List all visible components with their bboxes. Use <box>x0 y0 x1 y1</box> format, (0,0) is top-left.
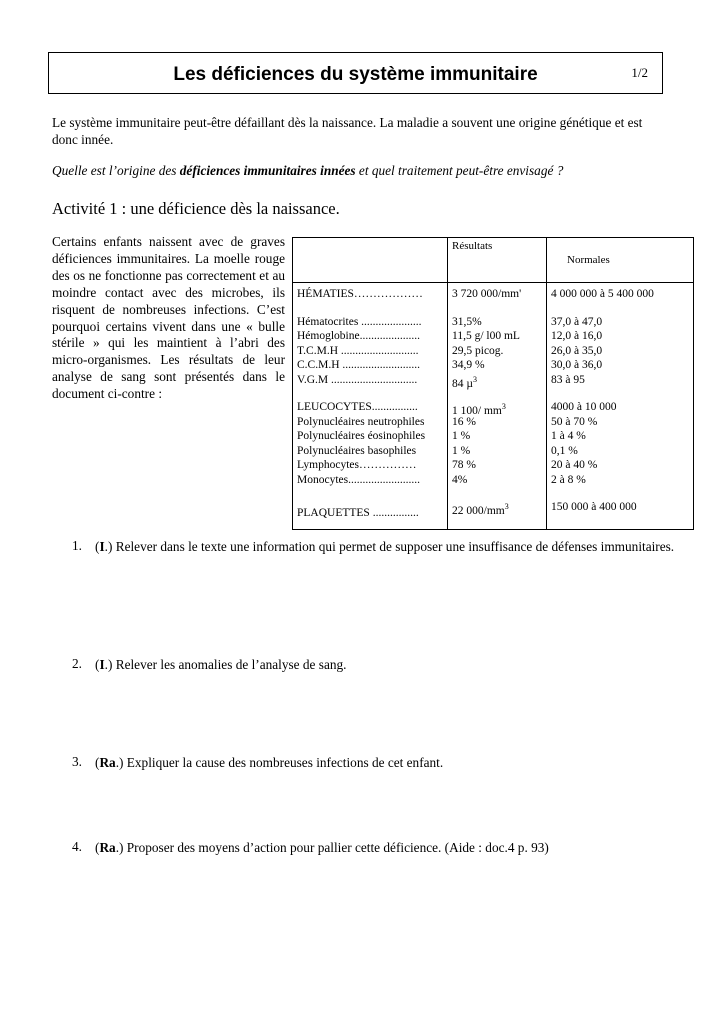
table-result-cell: 3 720 000/mm' <box>452 288 522 300</box>
superscript: 3 <box>473 374 478 384</box>
table-normal-cell: 20 à 40 % <box>551 459 598 471</box>
labels-column <box>293 283 448 530</box>
task-number: 3. <box>72 754 82 769</box>
task-bracket-close: .) <box>104 539 116 554</box>
table-normal-cell: 12,0 à 16,0 <box>551 330 603 342</box>
question-part-2: et quel traitement peut-être envisagé ? <box>355 163 564 178</box>
question-part-1: Quelle est l’origine des <box>52 163 180 178</box>
task-number: 2. <box>72 656 82 671</box>
table-label-cell: LEUCOCYTES................ <box>297 401 418 413</box>
table-label-cell: Lymphocytes…………… <box>297 459 417 471</box>
table-label-cell: PLAQUETTES ................ <box>297 507 419 519</box>
row-spacer <box>452 302 542 315</box>
task-skill-tag: Ra <box>99 755 116 770</box>
table-normal-cell: 30,0 à 36,0 <box>551 359 603 371</box>
question-bold: déficiences immunitaires innées <box>179 163 356 178</box>
task-skill-tag: I <box>99 657 105 672</box>
table-label-cell: Hémoglobine..................... <box>297 330 420 342</box>
table-data-row <box>293 283 694 530</box>
title-box <box>48 52 663 94</box>
table-normal-cell: 2 à 8 % <box>551 473 586 486</box>
row-spacer <box>297 302 443 315</box>
table-label-cell: Polynucléaires basophiles <box>297 444 417 457</box>
table-header-row <box>293 238 694 283</box>
table-result-cell: 11,5 g/ l00 mL <box>452 330 520 342</box>
row-spacer <box>551 302 689 315</box>
task-skill-tag: I <box>99 539 105 554</box>
task-bracket-open: ( <box>95 840 100 855</box>
task-text <box>95 538 675 555</box>
page-title: Les déficiences du système immunitaire <box>173 64 538 85</box>
task-text <box>95 839 675 856</box>
table-normal-cell: 26,0 à 35,0 <box>551 344 603 357</box>
table-normal-cell: 50 à 70 % <box>551 415 598 428</box>
table-result-cell: 1 % <box>452 444 471 457</box>
table-header-empty <box>293 238 448 283</box>
superscript: 3 <box>501 402 506 411</box>
task-instruction: Relever les anomalies de l’analyse de sang. <box>115 657 347 672</box>
table-normal-cell: 37,0 à 47,0 <box>551 315 603 328</box>
table-label-cell: HÉMATIES……………… <box>297 288 423 300</box>
table-result-cell: 16 % <box>452 415 476 428</box>
row-spacer <box>551 387 689 400</box>
table-label-cell: Polynucléaires éosinophiles <box>297 430 426 442</box>
normals-column <box>547 283 694 530</box>
row-spacer <box>297 387 443 400</box>
task-bracket-open: ( <box>95 657 100 672</box>
table-normal-cell: 1 à 4 % <box>551 430 586 442</box>
task-bracket-close: .) <box>104 657 116 672</box>
task-instruction: Expliquer la cause des nombreuses infections de cet enfant. <box>126 755 444 770</box>
task-number: 1. <box>72 538 82 553</box>
table-label-cell: V.G.M .............................. <box>297 373 418 386</box>
row-spacer <box>452 487 542 500</box>
table-result-cell: 22 $000/mm^3$ <box>452 502 509 517</box>
row-spacer <box>297 487 443 500</box>
task-skill-tag: Ra <box>99 840 116 855</box>
table-label-cell: C.C.M.H ........................... <box>297 359 420 371</box>
task-bracket-open: ( <box>95 755 100 770</box>
task-instruction: Relever dans le texte une information qui permet de supposer une insuffisance de défenses immunitaires. <box>115 539 675 554</box>
page-number: 1/2 <box>631 65 648 80</box>
table-result-cell: 1 % <box>452 430 471 442</box>
task-number: 4. <box>72 839 82 854</box>
context-paragraph: Certains enfants naissent avec de graves déficiences immunitaires. La moelle rouge des os ne fonctionne pas correctement et au moindre contact avec des microbes, ils risquent de nombreuses infections. C’est pourquoi certains vivent dans une « bulle stérile » qui les maintient à l’abri des micro-organismes. Les résultats de leur analyse de sang sont présentés dans le document ci-contre : <box>52 234 285 402</box>
table-result-cell: 29,5 picog. <box>452 344 504 357</box>
intro-paragraph: Le système immunitaire peut-être défaillant dès la naissance. La maladie a souvent une origine génétique et est donc innée. <box>52 115 643 147</box>
blood-analysis-table <box>292 237 694 530</box>
table-result-cell: 34,9 % <box>452 359 485 371</box>
table-header-results: Résultats <box>448 238 547 283</box>
activity-title: Activité 1 : une déficience dès la naissance. <box>52 199 340 218</box>
table-label-cell: Hématocrites ..................... <box>297 315 422 328</box>
superscript: 3 <box>504 502 509 511</box>
task-instruction: Proposer des moyens d’action pour pallier cette déficience. (Aide : doc.4 p. 93) <box>126 840 549 855</box>
table-result-cell: 84 µ$^3$ <box>452 374 478 390</box>
table-label-cell: Monocytes......................... <box>297 473 420 486</box>
task-bracket-close: .) <box>115 840 127 855</box>
table-normal-cell: 83 à 95 <box>551 373 585 386</box>
task-bracket-open: ( <box>95 539 100 554</box>
row-spacer <box>551 487 689 500</box>
table-normal-cell: 4 000 000 à 5 400 000 <box>551 288 654 300</box>
table-normal-cell: 150 000 à 400 000 <box>551 501 637 513</box>
table-label-cell: T.C.M.H ........................... <box>297 344 419 357</box>
table-normal-cell: 4000 à 10 000 <box>551 401 617 413</box>
guiding-question <box>52 163 668 179</box>
table-result-cell: 1 100/ $mm^3$ <box>452 402 506 417</box>
task-text <box>95 754 675 771</box>
table-normal-cell: 0,1 % <box>551 444 578 457</box>
table-result-cell: 31,5% <box>452 315 482 328</box>
table-result-cell: 4% <box>452 473 468 486</box>
table-header-normals: Normales <box>547 238 694 283</box>
table-label-cell: Polynucléaires neutrophiles <box>297 415 425 428</box>
results-column <box>448 283 547 530</box>
task-bracket-close: .) <box>115 755 127 770</box>
table-result-cell: 78 % <box>452 459 476 471</box>
task-text <box>95 656 675 673</box>
